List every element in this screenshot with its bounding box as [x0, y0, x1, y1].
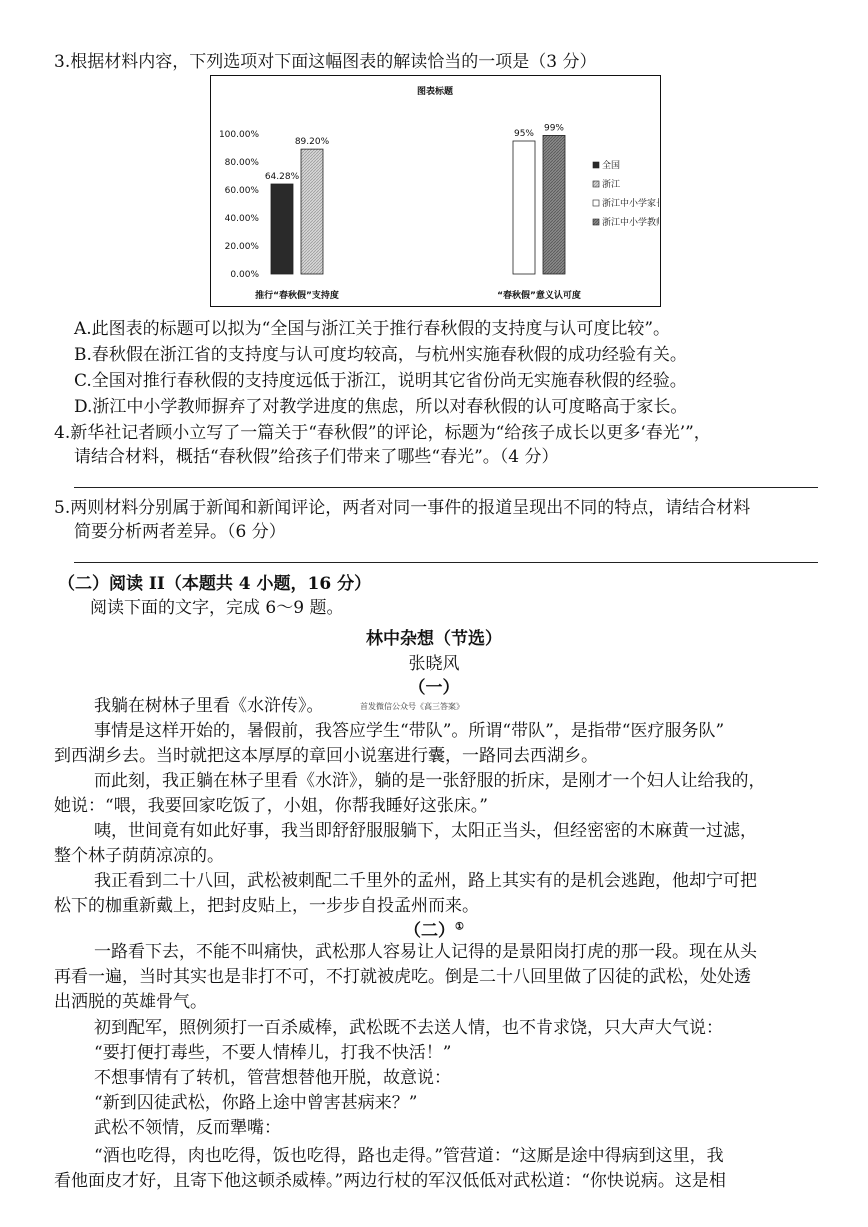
paragraph-4-line-1: 咦，世间竟有如此好事，我当即舒舒服服躺下，太阳正当头，但经密密的木麻黄一过滤，	[94, 821, 757, 841]
legend-label: 全国	[602, 161, 621, 171]
bar-value-label: 89.20%	[294, 137, 330, 148]
paragraph-3-line-1: 而此刻，我正躺在林子里看《水浒》，躺的是一张舒服的折床，是刚才一个妇人让给我的，	[94, 771, 766, 791]
paragraph-5-line-1: 我正看到二十八回，武松被刺配二千里外的孟州，路上其实有的是机会逃跑，他却宁可把	[94, 871, 757, 891]
part-one-heading: （一）	[408, 678, 460, 698]
x-category-label: 推行“春秋假”支持度	[255, 291, 339, 301]
footnote-marker: ①	[455, 921, 464, 933]
chart-svg	[211, 76, 659, 305]
question-5-line-2: 简要分析两者差异。（6 分）	[74, 522, 286, 542]
y-tick-label: 40.00%	[224, 214, 259, 224]
paragraph-4-line-2: 整个林子荫荫凉凉的。	[54, 846, 224, 866]
legend-swatch	[593, 200, 599, 206]
y-tick-label: 0.00%	[230, 270, 259, 280]
bar-1	[271, 184, 293, 274]
legend-swatch	[593, 162, 599, 168]
paragraph-6-line-3: 出洒脱的英雄骨气。	[54, 992, 207, 1012]
paragraph-11: 武松不领情，反而犟嘴：	[94, 1118, 281, 1138]
legend-swatch	[593, 181, 599, 187]
section-2-heading: （二）阅读 II（本题共 4 小题，16 分）	[58, 574, 372, 594]
option-d: D.浙江中小学教师摒弃了对教学进度的焦虑，所以对春秋假的认可度略高于家长。	[74, 397, 688, 417]
reading-instruction: 阅读下面的文字，完成 6～9 题。	[90, 598, 344, 618]
legend-label: 浙江	[602, 180, 621, 190]
paragraph-5-line-2: 松下的枷重新戴上，把封皮贴上，一步步自投孟州而来。	[54, 896, 479, 916]
y-tick-label: 60.00%	[224, 186, 259, 196]
paragraph-2-line-1: 事情是这样开始的，暑假前，我答应学生“带队”。所谓“带队”，是指带“医疗服务队”	[94, 721, 725, 741]
bar-value-label: 64.28%	[264, 172, 300, 183]
bar-value-label: 95%	[513, 129, 535, 139]
y-tick-label: 80.00%	[224, 158, 259, 168]
question-3: 3.根据材料内容，下列选项对下面这幅图表的解读恰当的一项是（3 分）	[54, 52, 597, 72]
article-title: 林中杂想（节选）	[366, 629, 502, 649]
paragraph-12-line-1: “酒也吃得，肉也吃得，饭也吃得，路也走得。”管营道：“这厮是途中得病到这里，我	[94, 1146, 724, 1166]
question-4-line-1: 4.新华社记者顾小立写了一篇关于“春秋假”的评论，标题为“给孩子成长以更多‘春光’”，	[54, 423, 711, 443]
watermark-note: 首发微信公众号《高三答案》	[360, 702, 464, 711]
option-a: A.此图表的标题可以拟为“全国与浙江关于推行春秋假的支持度与认可度比较”。	[74, 319, 671, 339]
paragraph-12-line-2: 看他面皮才好，且寄下他这顿杀威棒。”两边行杖的军汉低低对武松道：“你快说病。这是相	[54, 1171, 726, 1191]
paragraph-6-line-2: 再看一遍，当时其实也是非打不可，不打就被虎吃。倒是二十八回里做了囚徒的武松，处处透	[54, 967, 751, 987]
paragraph-8: “要打便打毒些，不要人情棒儿，打我不快活！”	[94, 1043, 452, 1063]
paragraph-7: 初到配军，照例须打一百杀威棒，武松既不去送人情，也不肯求饶，只大声大气说：	[94, 1018, 723, 1038]
y-tick-label: 20.00%	[224, 242, 259, 252]
bar-4	[543, 135, 565, 274]
answer-line-q5	[74, 562, 818, 563]
bar-3	[513, 141, 535, 274]
part-two-label: （二）	[404, 921, 456, 941]
paragraph-2-line-2: 到西湖乡去。当时就把这本厚厚的章回小说塞进行囊，一路同去西湖乡。	[54, 746, 598, 766]
option-c: C.全国对推行春秋假的支持度远低于浙江，说明其它省份尚无实施春秋假的经验。	[74, 371, 687, 391]
bar-value-label: 99%	[543, 123, 565, 134]
y-tick-label: 100.00%	[218, 130, 259, 140]
part-two-heading	[0, 916, 868, 941]
paragraph-3-line-2: 她说：“喂，我要回家吃饭了，小姐，你帮我睡好这张床。”	[54, 796, 488, 816]
paragraph-1: 我躺在树林子里看《水浒传》。	[94, 696, 324, 716]
question-4-line-2: 请结合材料，概括“春秋假”给孩子们带来了哪些“春光”。（4 分）	[74, 447, 559, 467]
survey-bar-chart	[210, 75, 661, 307]
chart-title: 图表标题	[416, 87, 454, 97]
paragraph-6-line-1: 一路看下去，不能不叫痛快，武松那人容易让人记得的是景阳岗打虎的那一段。现在从头	[94, 942, 757, 962]
question-5-line-1: 5.两则材料分别属于新闻和新闻评论，两者对同一事件的报道呈现出不同的特点，请结合材料	[54, 498, 751, 518]
legend-label: 浙江中小学家长	[602, 199, 659, 209]
option-b: B.春秋假在浙江省的支持度与认可度均较高，与杭州实施春秋假的成功经验有关。	[74, 345, 687, 365]
x-category-label: “春秋假”意义认可度	[497, 291, 581, 301]
answer-line-q4	[74, 487, 818, 488]
bar-2	[301, 149, 323, 274]
paragraph-10: “新到囚徒武松，你路上途中曾害甚病来？”	[94, 1093, 418, 1113]
article-author: 张晓风	[408, 654, 460, 674]
legend-swatch	[593, 219, 599, 225]
paragraph-9: 不想事情有了转机，管营想替他开脱，故意说：	[94, 1068, 451, 1088]
legend-label: 浙江中小学教师	[602, 218, 659, 228]
